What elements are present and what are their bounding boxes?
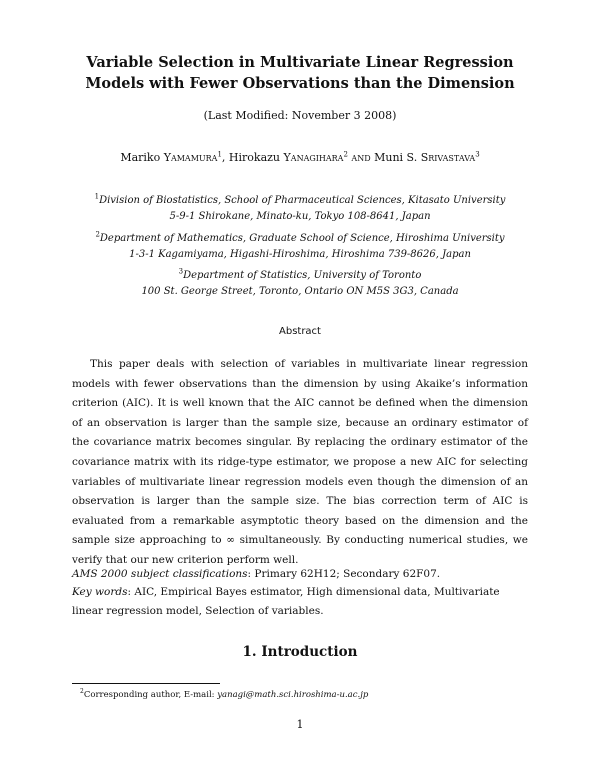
section-heading-introduction: 1. Introduction xyxy=(242,644,358,660)
footnote-email: yanagi@math.sci.hiroshima-u.ac.jp xyxy=(217,689,369,700)
author-1-sup: 1 xyxy=(217,150,222,159)
affiliation-1-num: 1 xyxy=(94,192,100,201)
affiliation-3-line-1: Department of Statistics, University of Toronto xyxy=(183,270,422,281)
author-3-sup: 3 xyxy=(475,150,480,159)
paper-title xyxy=(60,52,540,94)
abstract-body: This paper deals with selection of variables in multivariate linear regression models with fewer observations than the dimension by using Akaike’s information criterion (AIC). It is well known that the AIC cannot be defined when the dimension of an observation is larger than the sample size, because an ordinary estimator of the covariance matrix becomes singular. By replacing the ordinary estimator of the covariance matrix with its ridge-type estimator, we propose a new AIC for selecting variables of multivariate linear regression models even though the dimension of an observation is larger than the sample size. The bias correction term of AIC is evaluated from a remarkable asymptotic theory based on the dimension and the sample size approaching to ∞ simultaneously. By conducting numerical studies, we verify that our new criterion perform well. xyxy=(72,358,528,566)
affiliation-2-line-2: 1-3-1 Kagamiyama, Higashi-Hiroshima, Hiroshima 739-8626, Japan xyxy=(129,249,471,260)
affiliation-1-line-2: 5-9-1 Shirokane, Minato-ku, Tokyo 108-8641, Japan xyxy=(169,211,431,222)
ams-value: : Primary 62H12; Secondary 62F07. xyxy=(247,568,441,580)
affiliation-1 xyxy=(70,193,530,225)
affiliation-2-line-1: Department of Mathematics, Graduate School of Science, Hiroshima University xyxy=(99,233,505,244)
abstract-heading: Abstract xyxy=(279,326,321,337)
affiliation-2-num: 2 xyxy=(95,230,100,239)
affiliation-3-num: 3 xyxy=(178,267,184,276)
footnote-text: Corresponding author, E-mail: xyxy=(83,689,218,700)
affiliation-3 xyxy=(70,268,530,300)
author-3-last: Srivastava xyxy=(420,151,476,164)
ams-label-rest: 2000 subject classifications xyxy=(97,568,248,580)
ams-classification xyxy=(72,565,528,584)
affiliation-1-line-1: Division of Biostatistics, School of Pharmaceutical Sciences, Kitasato University xyxy=(99,195,506,206)
affiliation-2 xyxy=(70,231,530,263)
footnote xyxy=(80,688,368,700)
title-line-2: Models with Fewer Observations than the Dimension xyxy=(85,75,515,92)
author-2-last: Yanagihara xyxy=(283,151,344,164)
ams-label-ams: AMS xyxy=(72,568,98,580)
author-1-first: Mariko xyxy=(120,151,161,164)
author-2-first: Hirokazu xyxy=(228,151,281,164)
author-list xyxy=(0,151,600,164)
footnote-rule xyxy=(72,683,220,684)
author-1-last: Yamamura xyxy=(163,151,218,164)
last-modified: (Last Modified: November 3 2008) xyxy=(203,109,397,122)
page-number: 1 xyxy=(296,718,304,731)
author-sep-2: and xyxy=(347,151,375,164)
author-3-first: Muni S. xyxy=(374,151,418,164)
author-sep-1: , xyxy=(221,151,229,164)
author-2-sup: 2 xyxy=(343,150,348,159)
keywords-value: : AIC, Empirical Bayes estimator, High dimensional data, Multivariate linear regression model, Selection of variables. xyxy=(72,586,500,617)
keywords xyxy=(72,583,528,621)
footnote-num: 2 xyxy=(80,688,84,695)
title-line-1: Variable Selection in Multivariate Linear Regression xyxy=(86,54,514,71)
keywords-label: Key words xyxy=(72,586,128,598)
affiliation-3-line-2: 100 St. George Street, Toronto, Ontario ON M5S 3G3, Canada xyxy=(141,286,459,297)
